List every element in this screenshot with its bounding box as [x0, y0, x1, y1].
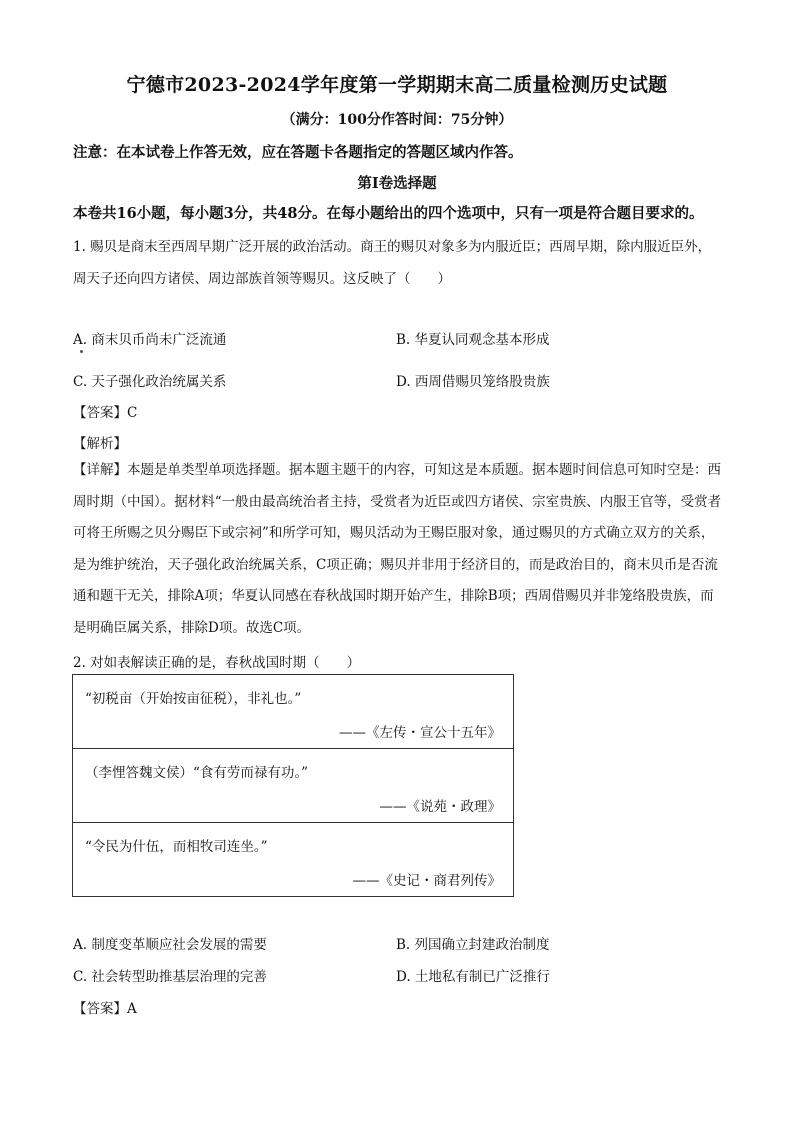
table-cell: [73, 823, 514, 897]
table-row: [73, 823, 514, 897]
quote-text: “令民为什伍，而相牧司连坐。”: [85, 839, 268, 855]
q2-option-d: D. 土地私有制已广泛推行: [396, 969, 550, 985]
section-title: 第Ⅰ卷选择题: [357, 175, 437, 192]
table-cell: [73, 675, 514, 749]
answer-label: 【答案】: [73, 1001, 127, 1017]
detail-text: 本题是单类型单项选择题。据本题主题干的内容，可知这是本质题。据本题时间信息可知时空是：西周时期（中国）。据材料“一般由最高统治者主持，受赏者为近臣或四方诸侯、宗室贵族、内服王官等，受赏者可将王所赐之贝分赐臣下或宗祠”和所学可知，赐贝活动为王赐臣服对象，通过赐贝的方式确立双方的关系，是为维护统治，天子强化政治统属关系，C项正确；赐贝并非用于经济目的，而是政治目的，商末贝币是否流通和题干无关，排除A项；华夏认同感在春秋战国时期开始产生，排除B项；西周借赐贝并非笼络股贵族，而是明确臣属关系，排除D项。故选C项。: [73, 462, 722, 636]
exam-title: 宁德市2023-2024学年度第一学期期末高二质量检测历史试题: [126, 74, 668, 96]
quote-source: ——《史记・商君列传》: [352, 873, 501, 889]
exam-notice: 注意：在本试卷上作答无效，应在答题卡各题指定的答题区域内作答。: [73, 144, 523, 161]
q1-option-a: A. 商末贝币尚未广泛流通: [73, 332, 227, 348]
q1-stem: 1. 赐贝是商末至西周早期广泛开展的政治活动。商王的赐贝对象多为内服近臣；西周早期，除内服近臣外，周天子还向四方诸侯、周边部族首领等赐贝。这反映了（ ）: [73, 239, 712, 287]
q2-quote-table: [72, 674, 514, 897]
q1-detail: [73, 455, 723, 645]
q2-option-c: C. 社会转型助推基层治理的完善: [73, 969, 267, 985]
q2-option-b: B. 列国确立封建政治制度: [396, 937, 550, 953]
answer-label: 【答案】: [73, 405, 127, 421]
q1-option-d: D. 西周借赐贝笼络股贵族: [396, 374, 550, 390]
q2-option-a: A. 制度变革顺应社会发展的需要: [73, 937, 267, 953]
table-cell: [73, 749, 514, 823]
table-row: [73, 675, 514, 749]
answer-value: C: [127, 405, 138, 421]
table-row: [73, 749, 514, 823]
quote-text: （李悝答魏文侯）“食有劳而禄有功。”: [85, 765, 309, 781]
section-intro: 本卷共16小题，每小题3分，共48分。在每小题给出的四个选项中，只有一项是符合题目要求的。: [73, 205, 704, 222]
exam-subtitle: （满分：100分作答时间：75分钟）: [281, 112, 513, 128]
q1-answer: [73, 401, 137, 421]
answer-value: A: [127, 1001, 137, 1017]
quote-source: ——《左传・宣公十五年》: [339, 725, 501, 741]
stray-dot: [80, 350, 83, 353]
q2-stem: 2. 对如表解读正确的是，春秋战国时期（ ）: [73, 655, 361, 671]
q2-answer: [73, 997, 137, 1017]
quote-text: “初税亩（开始按亩征税），非礼也。”: [85, 691, 302, 707]
q1-analysis-label: 【解析】: [73, 436, 127, 452]
q1-option-b: B. 华夏认同观念基本形成: [396, 332, 550, 348]
q1-option-c: C. 天子强化政治统属关系: [73, 374, 227, 390]
detail-label: 【详解】: [73, 462, 127, 478]
quote-source: ——《说苑・政理》: [379, 799, 501, 815]
